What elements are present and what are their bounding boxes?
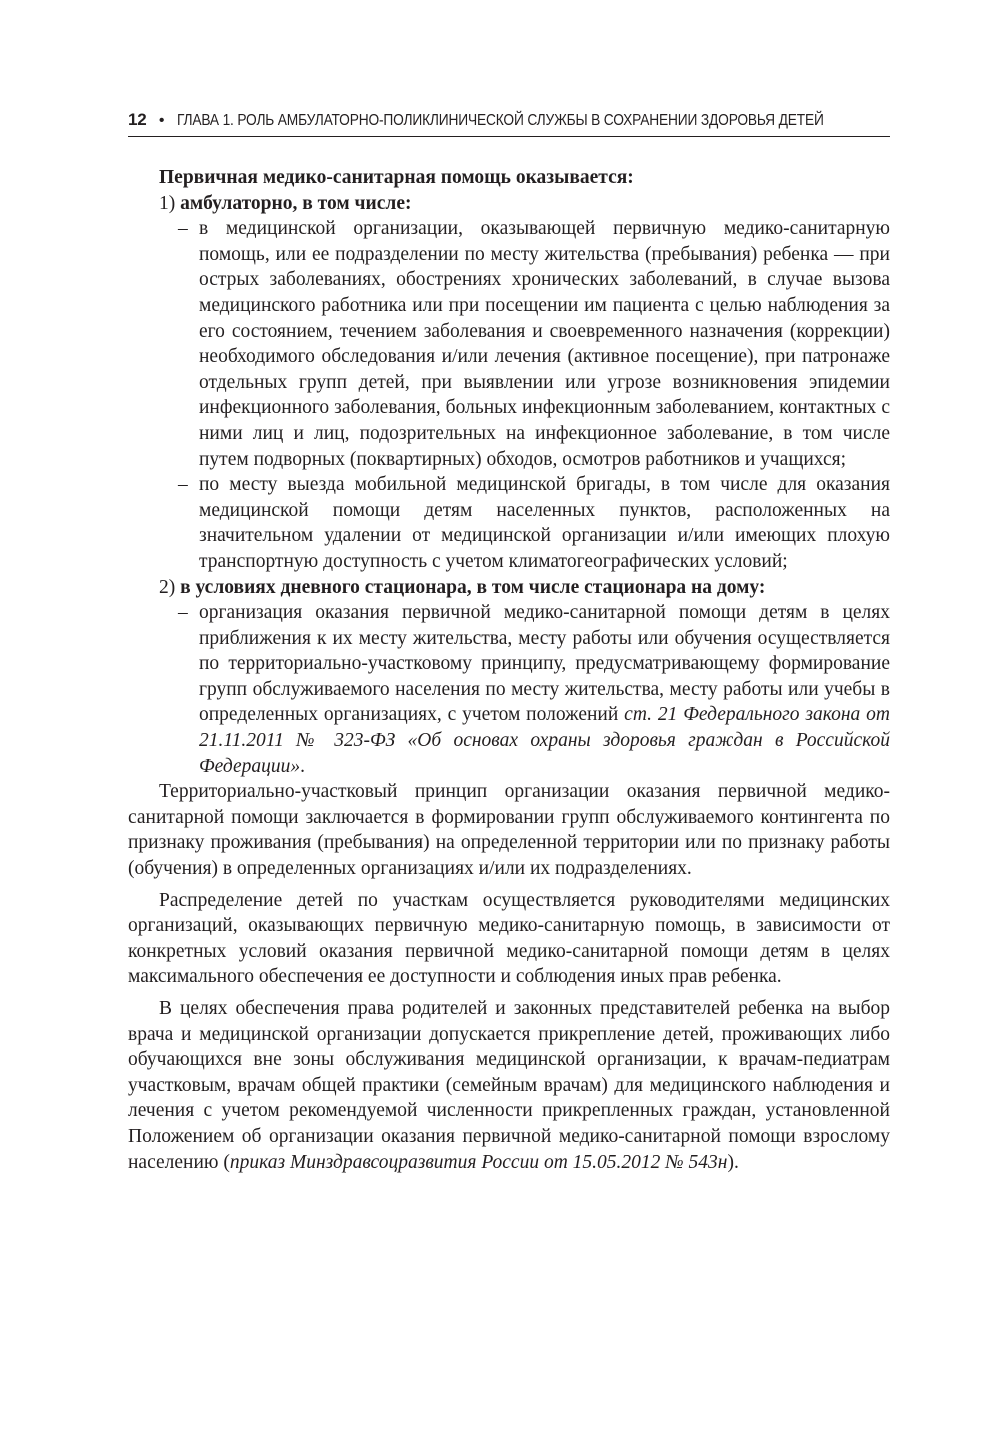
paragraph-attachment-end: ).	[727, 1151, 739, 1173]
list-item-text: в медицинской организации, оказывающей первичную медико-санитарную помощь, или ее подразделении по месту жительства (пребывания) ребенка — при острых заболеваниях, обострениях хронических заболеваний, в случае вызова медицинского работника или при посещении им пациента с целью наблюдения за его состоянием, течением заболевания и своевременного назначения (коррекции) необходимого обследования и/или лечения (активное посещение), при патронаже отдельных групп детей, при выявлении или угрозе возникновения эпидемии инфекционного заболевания, больных инфекционным заболеванием, контактных с ними лиц и лиц, подозрительных на инфекционное заболевание, в том числе путем подворных (поквартирных) обходов, осмотров работников и учащихся;	[199, 218, 890, 470]
law-reference: ст. 21 Федерального закона от 21.11.2011 № 323-ФЗ «Об основах охраны здоровья граждан в Российской Федерации»	[199, 704, 890, 777]
paragraph-distribution: Распределение детей по участкам осуществляется руководителями медицинских организаций, оказывающих первичную медико-санитарную помощь, в зависимости от конкретных условий оказания первичной медико-санитарной помощи детям в целях максимального обеспечения ее доступности и соблюдения иных прав ребенка.	[128, 889, 890, 988]
section-2-number: 2)	[159, 576, 176, 598]
list-item	[128, 472, 890, 574]
list-item	[128, 216, 890, 472]
lead-heading: Первичная медико-санитарная помощь оказывается:	[159, 167, 634, 188]
list-item-text: по месту выезда мобильной медицинской бригады, в том числе для оказания медицинской помощи детям населенных пунктов, расположенных на значительном удалении от медицинской организации и/или имеющих плохую транспортную доступность с учетом климатогеографических условий;	[199, 474, 890, 572]
page-body	[128, 165, 890, 1175]
list-item-end: .	[300, 755, 305, 777]
paragraph-territorial-principle: Территориально-участковый принцип организации оказания первичной медико-санитарной помощи заключается в формировании групп обслуживаемого контингента по признаку проживания (пребывания) на определенной территории или по признаку работы (обучения) в определенных организациях и/или их подразделениях.	[128, 781, 890, 880]
section-1-heading	[128, 191, 890, 217]
section-2-heading	[128, 575, 890, 601]
section-1-title: амбулаторно, в том числе:	[180, 192, 412, 214]
dash-marker: –	[178, 218, 188, 240]
page-number: 12	[128, 110, 147, 129]
chapter-title: ГЛАВА 1. РОЛЬ АМБУЛАТОРНО-ПОЛИКЛИНИЧЕСКОЙ СЛУЖБЫ В СОХРАНЕНИИ ЗДОРОВЬЯ ДЕТЕЙ	[176, 112, 824, 129]
section-2-title: в условиях дневного стационара, в том числе стационара на дому:	[180, 576, 766, 598]
list-item	[128, 600, 890, 779]
running-head	[128, 108, 890, 137]
section-1-number: 1)	[159, 192, 176, 214]
list-item-text: организация оказания первичной медико-санитарной помощи детям в целях приближения к их месту жительства, месту работы или обучения осуществляется по территориально-участковому принципу, предусматривающему формирование групп обслуживаемого населения по месту жительства, месту работы или учебы в определенных организациях, с учетом положений	[199, 602, 890, 726]
dash-marker: –	[178, 602, 188, 624]
paragraph-attachment-text: В целях обеспечения права родителей и законных представителей ребенка на выбор врача и медицинской организации допускается прикрепление детей, проживающих либо обучающихся вне зоны обслуживания медицинской организации, к врачам-педиатрам участковым, врачам общей практики (семейным врачам) для медицинского наблюдения и лечения с учетом рекомендуемой численности прикрепленных граждан, установленной Положением об организации оказания первичной медико-санитарной помощи взрослому населению (	[128, 998, 890, 1173]
order-reference: приказ Минздравсоцразвития России от 15.05.2012 № 543н	[229, 1151, 728, 1173]
header-bullet: •	[158, 112, 165, 129]
dash-marker: –	[178, 474, 188, 496]
paragraph-attachment	[128, 996, 890, 1175]
